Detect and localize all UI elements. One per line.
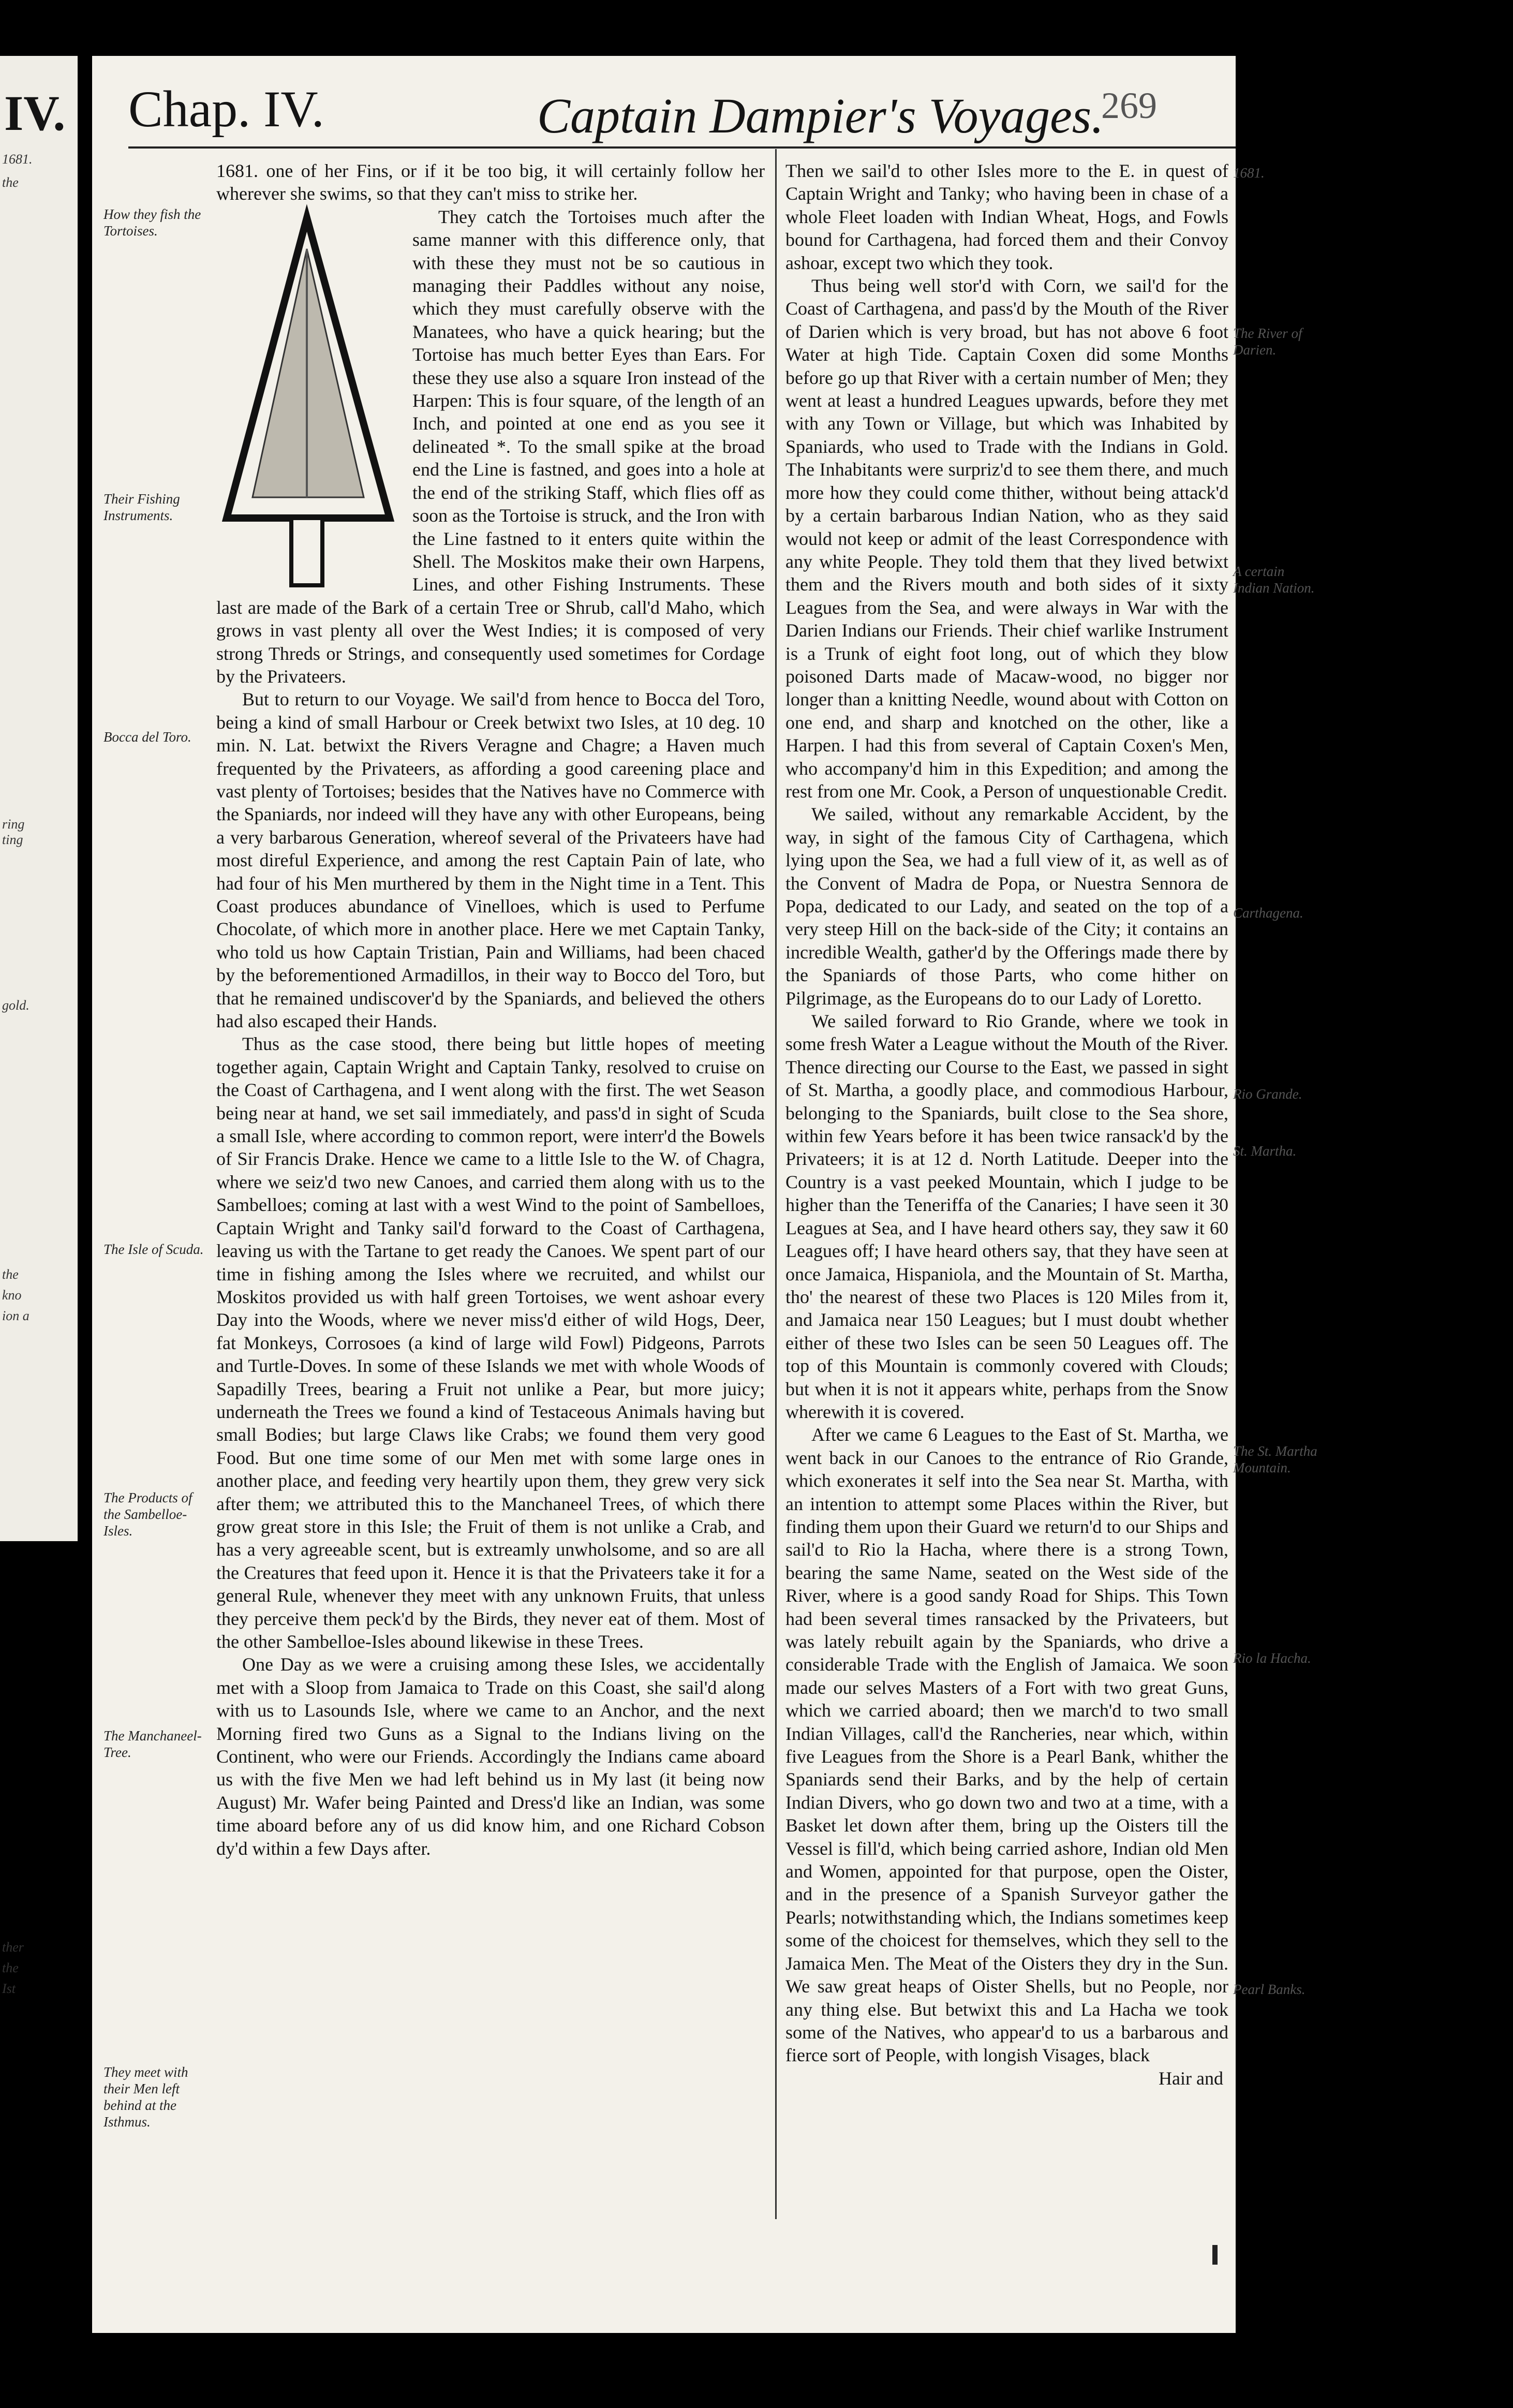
left-column bbox=[216, 159, 765, 1860]
margin-note: The River of Darien. bbox=[1233, 326, 1302, 358]
paragraph: Thus as the case stood, there being but little hopes of meeting together again, Captain Wright and Captain Tanky, resolved to cruise on the Coast of Carthagena, and I went along with the first. The wet Season being near at hand, we set sail immediately, and pass'd in sight of Scuda a small Isle, where according to common report, were interr'd the Bowels of Sir Francis Drake. Hence we came to a little Isle to the W. of Chagra, where we seiz'd two new Canoes, and carried them along with us to the Sambelloes; coming at last with a west Wind to the point of Sambelloes, Captain Wright and Tanky sail'd forward to the Coast of Carthagena, leaving us with the Tartane to get ready the Canoes. We spent part of our time in fishing among the Isles where we recruited, and whilst our Moskitos provided us with half green Tortoises, we went ashoar every Day into the Woods, where we never miss'd either of wild Hogs, Deer, fat Monkeys, Corrosoes (a kind of large wild Fowl) Pidgeons, Parrots and Turtle-Doves. In some of these Islands we met with whole Woods of Sapadilly Trees, bearing a Fruit not unlike a Pear, but more juicy; underneath the Trees we found a kind of Testaceous Animals having but small Bodies; but large Claws like Crabs; we found them very good Food. But one time some of our Men met with some large ones in another place, and feeding very heartily upon them, they grew very sick after them; we attributed this to the Manchaneel Trees, of which there grow great store in this Isle; the Fruit of them is not unlike a Crab, and has a very agreeable scent, but is extreamly unwholsome, and so are all the Creatures that feed upon it. Hence it is that the Privateers take it for a general Rule, whenever they meet with any unknown Fruits, that unless they perceive them peck'd by the Birds, they never eat of them. Most of the other Sambelloe-Isles abound likewise in these Trees. bbox=[216, 1033, 765, 1652]
previous-page-fragment: ion a bbox=[2, 1308, 29, 1323]
paragraph: After we came 6 Leagues to the East of St. Martha, we went back in our Canoes to the entrance of Rio Grande, which exonerates it self into the Sea near St. Martha, with an intention to attempt some Places within the River, but finding them upon their Guard we return'd to our Ships and sail'd to Rio la Hacha, where there is a strong Town, bearing the same Name, seated on the West side of the River, where is a good sandy Road for Ships. This Town had been several times ransacked by the Privateers, but was lately rebuilt again by the Spaniards, who drive a considerable Trade with the English of Jamaica. We soon made our selves Masters of a Fort with two great Guns, which we carried aboard; then we march'd to two small Indian Villages, call'd the Rancheries, near which, within five Leagues from the Shore is a Pearl Bank, whither the Spaniards send their Barks, and by the help of certain Indian Divers, who go down two and two at a time, with a Basket let down after them, bring up the Oisters till the Vessel is fill'd, which being carried ashore, Indian old Men and Women, appointed for that purpose, open the Oister, and in the presence of a Spanish Surveyor gather the Pearls; notwithstanding which, the Indians sometimes keep some of the choicest for themselves, which they sell to the Jamaica Men. The Meat of the Oisters they dry in the Sun. We saw great heaps of Oister Shells, but no People, nor any thing else. But betwixt this and La Hacha we took some of the Natives, who appear'd to us a barbarous and fierce sort of People, with longish Visages, black bbox=[785, 1424, 1228, 2066]
right-column bbox=[785, 159, 1228, 2090]
margin-note: 1681. bbox=[1233, 165, 1265, 181]
harpoon-iron-drawing bbox=[216, 208, 400, 590]
margin-note: Bocca del Toro. bbox=[103, 729, 191, 745]
previous-page-fragment: ther bbox=[2, 1940, 24, 1955]
previous-page-fragment: kno bbox=[2, 1288, 22, 1303]
previous-page-fragment: gold. bbox=[2, 998, 29, 1013]
margin-note: Rio Grande. bbox=[1233, 1086, 1302, 1102]
paragraph: 1681. one of her Fins, or if it be too big, it will certainly follow her wherever she swims, so that they can't miss to strike her. bbox=[216, 160, 765, 204]
running-head bbox=[92, 71, 1236, 149]
margin-note: How they fish the Tortoises. bbox=[103, 206, 201, 239]
margin-note: Rio la Hacha. bbox=[1233, 1650, 1311, 1666]
margin-note: St. Martha. bbox=[1233, 1143, 1297, 1159]
chapter-heading: Chap. IV. bbox=[128, 80, 324, 138]
previous-page-fragment: the bbox=[2, 175, 19, 190]
column-rule bbox=[775, 149, 777, 2219]
paragraph: We sailed forward to Rio Grande, where we took in some fresh Water a League without the Mouth of the River. Thence directing our Course to the East, we passed in sight of St. Martha, a goodly place, and commodious Harbour, belonging to the Spaniards, built close to the Sea shore, within few Years before it has been twice ransack'd by the Privateers; it is at 12 d. North Latitude. Deeper into the Country is a vast peeked Mountain, which I judge to be higher than the Teneriffa of the Canaries; I have seen it 30 Leagues at Sea, and I have heard others say, they saw it 60 Leagues off; I have heard others say, that they have seen at once Jamaica, Hispaniola, and the Mountain of St. Martha, tho' the nearest of these two Places is 120 Miles from it, and Jamaica near 150 Leagues; but I must doubt whether either of these two Isles can be seen 50 Leagues off. The top of this Mountain is commonly covered with Clouds; but when it is not it appears white, perhaps from the Snow wherewith it is covered. bbox=[785, 1011, 1228, 1422]
running-title: Captain Dampier's Voyages. bbox=[537, 88, 1104, 143]
paragraph: We sailed, without any remarkable Accident, by the way, in sight of the famous City of Carthagena, which lying upon the Sea, we had a full view of it, as well as of the Convent of Madra de Popa, or Nuestra Sennora de Popa, dedicated to our Lady, and seated on the top of a very steep Hill on the back-side of the City; it contains an incredible Wealth, gather'd by the Offerings made there by the Spaniards of those Parts, who come hither on Pilgrimage, as the Europeans do to our Lady of Loretto. bbox=[785, 804, 1228, 1009]
paragraph: They catch the Tortoises much after the same manner with this difference only, that with these they must not be so cautious in managing their Paddles without any noise, which they must carefully observe with the Manatees, who have a quick hearing; but the Tortoise has much better Eyes than Ears. For these they use also a square Iron instead of the Harpen: This is four square, of the length of an Inch, and pointed at one end as you see it delineated *. To the small spike at the broad end the Line is fastned, and goes into a hole at the end of the striking Staff, which flies off as soon as the Tortoise is struck, and the Iron with the Line fastned to it enters quite within the Shell. The Moskitos make their own Harpens, Lines, and other Fishing Instruments. These last are made of the Bark of a certain Tree or Shrub, call'd Maho, which grows in vast plenty all over the West Indies; it is composed of very strong Threds or Strings, and consequently used sometimes for Cordage by the Privateers. bbox=[216, 206, 765, 687]
previous-page-chapter: IV. bbox=[4, 85, 66, 141]
previous-page-edge bbox=[0, 56, 78, 1996]
book-page bbox=[92, 56, 1317, 2333]
margin-note: The Isle of Scuda. bbox=[103, 1242, 204, 1257]
previous-page-fragment: the bbox=[2, 1267, 19, 1282]
margin-note: Carthagena. bbox=[1233, 905, 1303, 921]
margin-note: Their Fishing Instruments. bbox=[103, 491, 180, 523]
previous-page-fragment: 1681. bbox=[2, 152, 33, 167]
harpoon-iron-illustration bbox=[216, 208, 400, 590]
page-number: 269 bbox=[1101, 85, 1157, 126]
margin-note: The St. Martha Mountain. bbox=[1233, 1443, 1317, 1475]
paragraph: One Day as we were a cruising among these Isles, we accidentally met with a Sloop from Jamaica to Trade on this Coast, she sail'd along with us to Lasounds Isle, where we came to an Anchor, and the next Morning fired two Guns as a Signal to the Indians living on the Continent, who were our Friends. Accordingly the Indians came aboard us with the five Men we had left behind us in My last (it being now August) Mr. Wafer being Painted and Dress'd like an Indian, was some time aboard before any of us did know him, and one Richard Cobson dy'd within a few Days after. bbox=[216, 1654, 765, 1859]
ink-speck bbox=[1212, 2245, 1218, 2265]
paragraph: Thus being well stor'd with Corn, we sail'd for the Coast of Carthagena, and pass'd by the Mouth of the River of Darien which is very broad, but has not above 6 foot Water at high Tide. Captain Coxen did some Months before go up that River with a certain number of Men; they went at least a hundred Leagues upwards, before they met with any Town or Village, but which was Inhabited by Spaniards, who used to Trade with the Indians in Gold. The Inhabitants were surpriz'd to see them there, and much more how they could come thither, without being attack'd by a certain barbarous Indian Nation, who as they said would not keep or admit of the least Correspondence with any white People. They told them that they lived betwixt them and the Rivers mouth and both sides of it sixty Leagues from the Sea, and were always in War with the Darien Indians our Friends. Their chief warlike Instrument is a Trunk of eight foot long, out of which they blow poisoned Darts made of Macaw-wood, no bigger nor longer than a knitting Needle, wound about with Cotton on one end, and sharp and knotched on the other, like a Harpen. I had this from several of Captain Coxen's Men, who accompany'd him in this Expedition; and among the rest from one Mr. Cook, a Person of unquestionable Credit. bbox=[785, 275, 1228, 802]
previous-page-fragment: Ist bbox=[2, 1981, 16, 1996]
margin-note: A certain Indian Nation. bbox=[1233, 564, 1315, 596]
margin-note: They meet with their Men left behind at the Isthmus. bbox=[103, 2064, 188, 2130]
paragraph: But to return to our Voyage. We sail'd from hence to Bocca del Toro, being a kind of small Harbour or Creek betwixt two Isles, at 10 deg. 10 min. N. Lat. betwixt the Rivers Veragne and Chagre; a Haven much frequented by the Privateers, as affording a good careening place and vast plenty of Tortoises; besides that the Natives have no Commerce with the Spaniards, nor indeed will they have any with other Europeans, being a very barbarous Generation, whereof several of the Privateers have had most direful Experience, and among the rest Captain Pain of late, who had four of his Men murthered by them in the Night time in a Tent. This Coast produces abundance of Vinelloes, which is used to Perfume Chocolate, of which more in another place. Here we met Captain Tanky, who told us how Captain Tristian, Pain and Williams, had been chaced by the beforementioned Armadillos, in their way to Bocco del Toro, but that he remained undiscover'd by the Spaniards, and believed the others had also escaped their Hands. bbox=[216, 689, 765, 1032]
previous-page-fragment: ting bbox=[2, 832, 23, 847]
header-rule bbox=[128, 146, 1236, 149]
previous-page-fragment: the bbox=[2, 1960, 19, 1975]
paragraph: Then we sail'd to other Isles more to the E. in quest of Captain Wright and Tanky; who having been in chase of a whole Fleet loaden with Indian Wheat, Hogs, and Fowls bound for Carthagena, had forced them and their Convoy ashoar, except two which they took. bbox=[785, 160, 1228, 273]
catchword: Hair and bbox=[1159, 2067, 1223, 2089]
previous-page-fragment: ring bbox=[2, 817, 25, 832]
margin-note: The Products of the Sambelloe-Isles. bbox=[103, 1490, 192, 1539]
margin-note: Pearl Banks. bbox=[1233, 1982, 1306, 1997]
margin-note: The Manchaneel-Tree. bbox=[103, 1728, 202, 1760]
